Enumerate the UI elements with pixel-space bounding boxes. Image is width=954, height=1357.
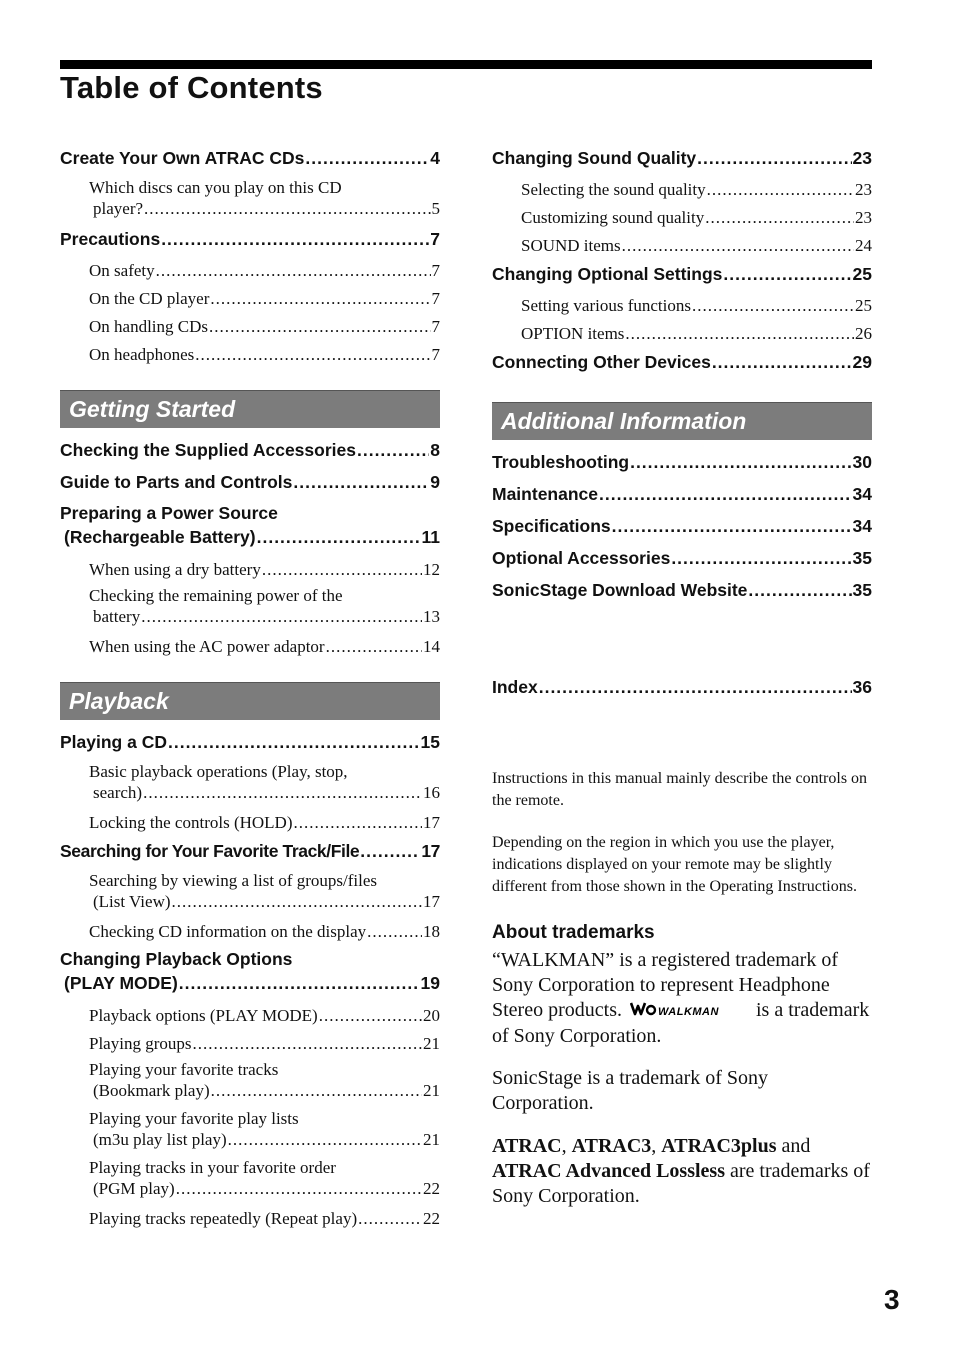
toc-entry[interactable]: Connecting Other Devices ..... 29 [492,349,872,381]
toc-right-column [492,145,872,1209]
page-title: Table of Contents [60,70,323,105]
toc-entry[interactable]: Optional Accessories ..... 35 [492,545,872,577]
section-heading-additional-information: Additional Information [492,402,872,440]
toc-entry[interactable]: Create Your Own ATRAC CDs ..... 4 [60,145,440,177]
toc-subentry[interactable]: Playing your favorite play lists (m3u play list play) ..... 21 [60,1108,440,1157]
toc-entry-index[interactable]: Index ..... 36 [492,674,872,706]
toc-entry[interactable]: Troubleshooting ..... 30 [492,449,872,481]
toc-entry[interactable]: Preparing a Power Source (Rechargeable Battery) ..... 11 [60,501,440,557]
toc-subentry[interactable]: Customizing sound quality ..... 23 [492,205,872,233]
toc-entry[interactable]: Checking the Supplied Accessories ..... 8 [60,437,440,469]
toc-subentry[interactable]: On safety ..... 7 [60,258,440,286]
toc-subentry[interactable]: On the CD player ..... 7 [60,286,440,314]
atrac-trademark-text: ATRAC, ATRAC3, ATRAC3plus and ATRAC Advanced Lossless are trademarks of Sony Corporation. [492,1134,870,1207]
toc-subentry[interactable]: On headphones ..... 7 [60,342,440,370]
instructions-note: Instructions in this manual mainly describe the controls on the remote. [492,770,868,809]
toc-entry[interactable]: Precautions ..... 7 [60,226,440,258]
walkman-logo-icon [630,999,748,1024]
toc-subentry[interactable]: Which discs can you play on this CD player? ..... 5 [60,177,440,226]
toc-subentry[interactable]: Basic playback operations (Play, stop, search) ..... 16 [60,761,440,810]
toc-entry[interactable]: Searching for Your Favorite Track/File ..... 17 [60,838,440,870]
toc-subentry[interactable]: Checking CD information on the display ..... 18 [60,919,440,947]
trademarks-heading: About trademarks [492,922,655,943]
section-heading-getting-started: Getting Started [60,390,440,428]
toc-entry[interactable]: Maintenance ..... 34 [492,481,872,513]
toc-subentry[interactable]: Checking the remaining power of the battery ..... 13 [60,585,440,634]
toc-entry[interactable]: Specifications ..... 34 [492,513,872,545]
toc-entry[interactable]: Changing Playback Options (PLAY MODE) ..... 19 [60,947,440,1003]
toc-left-column [60,145,440,1234]
section-heading-playback: Playback [60,682,440,720]
walkman-trademark-text: “WALKMAN” is a registered trademark of Sony Corporation to represent Headphone Stereo products. WALKMAN is a trademark of Sony Corporation. [492,949,870,1047]
toc-subentry[interactable]: Playing your favorite tracks (Bookmark play) ..... 21 [60,1059,440,1108]
toc-subentry[interactable]: OPTION items ..... 26 [492,321,872,349]
toc-subentry[interactable]: When using a dry battery ..... 12 [60,557,440,585]
svg-text:WALKMAN: WALKMAN [657,1005,719,1017]
toc-subentry[interactable]: On handling CDs ..... 7 [60,314,440,342]
toc-subentry[interactable]: Playing groups ..... 21 [60,1031,440,1059]
toc-entry[interactable]: Changing Sound Quality ..... 23 [492,145,872,177]
toc-subentry[interactable]: SOUND items ..... 24 [492,233,872,261]
sonicstage-trademark-text: SonicStage is a trademark of Sony Corporation. [492,1066,769,1114]
toc-entry[interactable]: Playing a CD ..... 15 [60,729,440,761]
toc-subentry[interactable]: Setting various functions ..... 25 [492,293,872,321]
region-note: Depending on the region in which you use the player, indications displayed on your remote may be slightly different from those shown in the Operating Instructions. [492,834,857,895]
title-rule [60,60,872,69]
toc-subentry[interactable]: Selecting the sound quality ..... 23 [492,177,872,205]
toc-subentry[interactable]: Playing tracks in your favorite order (PGM play) ..... 22 [60,1157,440,1206]
toc-entry[interactable]: Guide to Parts and Controls ..... 9 [60,469,440,501]
toc-entry[interactable]: SonicStage Download Website ..... 35 [492,577,872,609]
toc-subentry[interactable]: Playing tracks repeatedly (Repeat play) ..... 22 [60,1206,440,1234]
toc-subentry[interactable]: Playback options (PLAY MODE) ..... 20 [60,1003,440,1031]
toc-subentry[interactable]: Searching by viewing a list of groups/files (List View) ..... 17 [60,870,440,919]
toc-entry[interactable]: Changing Optional Settings ..... 25 [492,261,872,293]
page-number: 3 [884,1284,900,1315]
toc-subentry[interactable]: When using the AC power adaptor ..... 14 [60,634,440,662]
toc-subentry[interactable]: Locking the controls (HOLD) ..... 17 [60,810,440,838]
